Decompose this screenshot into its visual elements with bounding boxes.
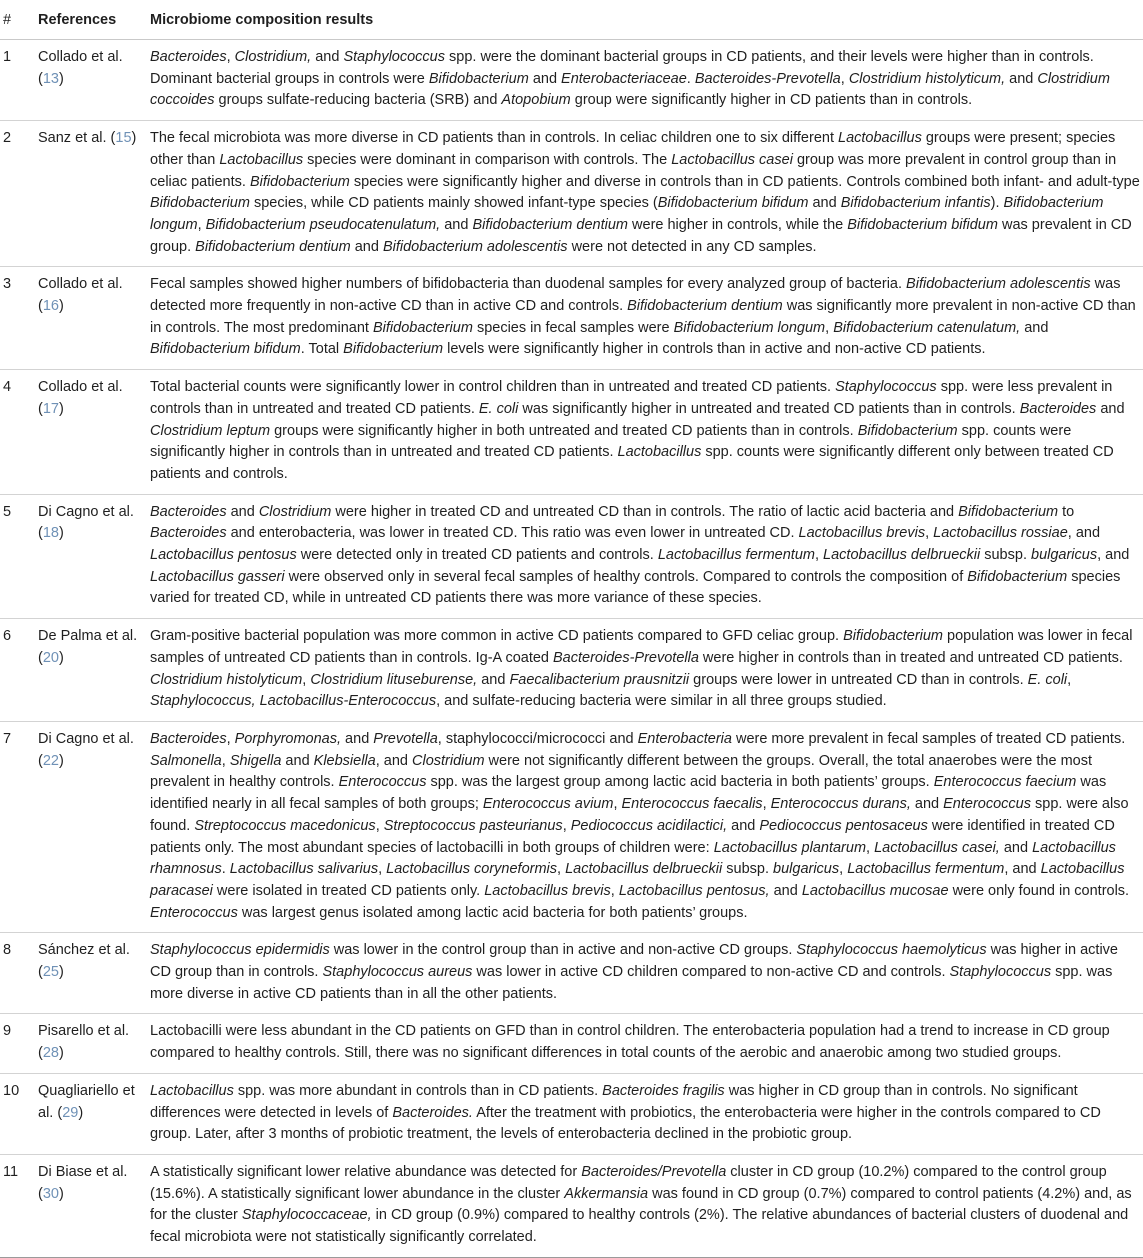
table-row: [0, 267, 1143, 370]
reference-authors: Di Cagno et al.: [38, 503, 134, 520]
taxon-name: Lactobacillus casei: [671, 151, 793, 168]
taxon-name: Enterococcus faecium: [933, 774, 1077, 791]
reference-link[interactable]: 25: [42, 964, 59, 981]
reference-authors: Sánchez et al.: [38, 942, 130, 959]
reference-cell: Quagliariello et al. (29): [38, 1073, 150, 1154]
taxon-name: Enterococcus avium: [482, 796, 614, 813]
taxon-name: Bifidobacterium: [372, 319, 473, 336]
reference-authors: Collado et al.: [38, 49, 123, 65]
table-row: [0, 1073, 1143, 1154]
taxon-name: bulgaricus: [1031, 547, 1098, 564]
reference-link[interactable]: 29: [62, 1104, 79, 1121]
taxon-name: Clostridium coccoides: [150, 70, 1110, 109]
header-number: #: [0, 0, 38, 40]
reference-cell: Sánchez et al. (25): [38, 933, 150, 1014]
taxon-name: Bacteroides: [150, 730, 227, 747]
taxon-name: Bifidobacterium bifidum: [847, 216, 998, 233]
taxon-name: Lactobacillus salivarius: [229, 861, 379, 878]
taxon-name: Bifidobacterium: [958, 503, 1059, 520]
table-row: [0, 1014, 1143, 1073]
header-references: References: [38, 0, 150, 40]
results-text: Gram-positive bacterial population was more common in active CD patients compared to GFD celiac group. Bifidobacterium population was lower in fecal samples of untreated CD patients than in controls. Ig-A coated Bacteroides-Prevotella were higher in controls than in treated and untreated CD patients. Clostridium histolyticum, Clostridium lituseburense, and Faecalibacterium prausnitzii groups were lower in untreated CD than in controls. E. coli, Staphylococcus, Lactobacillus-Enterococcus, and sulfate-reducing bacteria were similar in all three groups studied.: [150, 619, 1143, 722]
reference-cell: Di Cagno et al. (18): [38, 494, 150, 619]
results-text: Staphylococcus epidermidis was lower in the control group than in active and non-active CD groups. Staphylococcus haemolyticus was higher in active CD group than in controls. Staphylococcus aureus was lower in active CD children compared to non-active CD and controls. Staphylococcus spp. was more diverse in active CD patients than in all the other patients.: [150, 933, 1143, 1014]
taxon-name: Staphylococcaceae,: [241, 1207, 372, 1224]
taxon-name: Staphylococcus, Lactobacillus-Enterococcus: [150, 693, 437, 710]
results-text: Lactobacilli were less abundant in the CD patients on GFD than in control children. The enterobacteria population had a trend to increase in CD group compared to healthy controls. Still, there was no significant differences in total counts of the aerobic and anaerobic among two studied groups.: [150, 1014, 1143, 1073]
taxon-name: Bifidobacterium longum: [673, 319, 826, 336]
taxon-name: Clostridium histolyticum: [150, 671, 303, 688]
taxon-name: Enterococcus durans,: [770, 796, 911, 813]
taxon-name: Bacteroides-Prevotella: [553, 649, 699, 666]
taxon-name: Enterobacteria: [637, 730, 732, 747]
results-text: The fecal microbiota was more diverse in CD patients than in controls. In celiac children one to six different Lactobacillus groups were present; species other than Lactobacillus species were dominant in comparison with controls. The Lactobacillus casei group was more prevalent in control group than in celiac patients. Bifidobacterium species were significantly higher and diverse in controls than in CD patients. Controls combined both infant- and adult-type Bifidobacterium species, while CD patients mainly showed infant-type species (Bifidobacterium bifidum and Bifidobacterium infantis). Bifidobacterium longum, Bifidobacterium pseudocatenulatum, and Bifidobacterium dentium were higher in controls, while the Bifidobacterium bifidum was prevalent in CD group. Bifidobacterium dentium and Bifidobacterium adolescentis were not detected in any CD samples.: [150, 121, 1143, 267]
reference-authors: De Palma et al.: [38, 628, 138, 645]
results-text: A statistically significant lower relative abundance was detected for Bacteroides/Prevotella cluster in CD group (10.2%) compared to the control group (15.6%). A statistically significant lower abundance in the cluster Akkermansia was found in CD group (0.7%) compared to control patients (4.2%) and, as for the cluster Staphylococcaceae, in CD group (0.9%) compared to healthy controls (2%). The relative abundances of bacterial clusters of duodenal and fecal microbiota were not statistically significantly correlated.: [150, 1154, 1143, 1257]
taxon-name: Atopobium: [501, 92, 571, 109]
row-number: 1: [0, 40, 38, 121]
taxon-name: Bifidobacterium catenulatum,: [833, 319, 1021, 336]
taxon-name: E. coli: [478, 400, 519, 417]
taxon-name: Lactobacillus: [150, 1082, 234, 1099]
results-text: Lactobacillus spp. was more abundant in controls than in CD patients. Bacteroides fragilis was higher in CD group than in controls. No significant differences were detected in levels of Bacteroides. After the treatment with probiotics, the enterobacteria were higher in the controls compared to CD group. Later, after 3 months of probiotic treatment, the levels of enterobacteria declined in the probiotic group.: [150, 1073, 1143, 1154]
taxon-name: Lactobacillus delbrueckii: [823, 547, 981, 564]
taxon-name: Clostridium leptum: [150, 422, 271, 439]
taxon-name: Lactobacillus brevis: [798, 525, 926, 542]
results-text: Bacteroides and Clostridium were higher in treated CD and untreated CD than in controls. The ratio of lactic acid bacteria and Bifidobacterium to Bacteroides and enterobacteria, was lower in treated CD. This ratio was even lower in untreated CD. Lactobacillus brevis, Lactobacillus rossiae, and Lactobacillus pentosus were detected only in treated CD patients and controls. Lactobacillus fermentum, Lactobacillus delbrueckii subsp. bulgaricus, and Lactobacillus gasseri were observed only in several fecal samples of healthy controls. Compared to controls the composition of Bifidobacterium species varied for treated CD, while in untreated CD patients there was more variance of these species.: [150, 494, 1143, 619]
taxon-name: Lactobacillus rossiae: [933, 525, 1068, 542]
taxon-name: Bacteroides: [1019, 400, 1097, 417]
taxon-name: Bifidobacterium: [343, 341, 444, 358]
row-number: 9: [0, 1014, 38, 1073]
taxon-name: Enterococcus faecalis: [621, 796, 763, 813]
reference-link[interactable]: 28: [42, 1045, 59, 1062]
taxon-name: Bacteroides: [150, 503, 227, 520]
table-row: [0, 933, 1143, 1014]
taxon-name: Staphylococcus: [343, 49, 445, 65]
taxon-name: Lactobacillus plantarum: [713, 839, 867, 856]
reference-authors: Collado et al.: [38, 276, 123, 293]
reference-cell: Sanz et al. (15): [38, 121, 150, 267]
taxon-name: Lactobacillus mucosae: [801, 882, 949, 899]
row-number: 2: [0, 121, 38, 267]
taxon-name: Bifidobacterium pseudocatenulatum,: [205, 216, 441, 233]
row-number: 5: [0, 494, 38, 619]
taxon-name: Pediococcus pentosaceus: [759, 817, 928, 834]
reference-authors: Di Biase et al.: [38, 1163, 128, 1180]
taxon-name: Clostridium: [258, 503, 332, 520]
taxon-name: Staphylococcus: [949, 964, 1052, 981]
taxon-name: Lactobacillus gasseri: [150, 568, 285, 585]
taxon-name: E. coli: [1027, 671, 1068, 688]
table-row: [0, 494, 1143, 619]
row-number: 11: [0, 1154, 38, 1257]
taxon-name: Bifidobacterium dentium: [472, 216, 628, 233]
taxon-name: Lactobacillus delbrueckii: [565, 861, 723, 878]
taxon-name: Bacteroides fragilis: [602, 1082, 725, 1099]
taxon-name: Clostridium,: [234, 49, 312, 65]
row-number: 6: [0, 619, 38, 722]
taxon-name: Lactobacillus brevis: [484, 882, 611, 899]
table-row: [0, 121, 1143, 267]
taxon-name: Bifidobacterium: [428, 70, 529, 87]
table-row: [0, 40, 1143, 121]
reference-link[interactable]: 13: [42, 70, 59, 87]
taxon-name: Bifidobacterium: [150, 195, 250, 212]
taxon-name: Bifidobacterium bifidum: [657, 195, 809, 212]
row-number: 4: [0, 370, 38, 495]
taxon-name: Staphylococcus haemolyticus: [796, 942, 987, 959]
taxon-name: Prevotella: [373, 730, 438, 747]
taxon-name: Bifidobacterium: [967, 568, 1068, 585]
results-text: Bacteroides, Clostridium, and Staphylococcus spp. were the dominant bacterial groups in CD patients, and their levels were higher than in controls. Dominant bacterial groups in controls were Bifidobacterium and Enterobacteriaceae. Bacteroides-Prevotella, Clostridium histolyticum, and Clostridium coccoides groups sulfate-reducing bacteria (SRB) and Atopobium group were significantly higher in CD patients than in controls.: [150, 40, 1143, 121]
taxon-name: Lactobacillus: [219, 151, 304, 168]
taxon-name: Bifidobacterium adolescentis: [906, 276, 1091, 293]
reference-link[interactable]: 17: [42, 400, 59, 417]
taxon-name: Lactobacillus fermentum: [847, 861, 1005, 878]
reference-link[interactable]: 16: [42, 298, 59, 315]
reference-cell: Di Cagno et al. (22): [38, 721, 150, 932]
taxon-name: Bacteroides.: [392, 1104, 473, 1121]
reference-cell: Di Biase et al. (30): [38, 1154, 150, 1257]
reference-cell: De Palma et al. (20): [38, 619, 150, 722]
reference-authors: Pisarello et al.: [38, 1023, 130, 1040]
reference-authors: Di Cagno et al.: [38, 730, 134, 747]
taxon-name: Staphylococcus epidermidis: [150, 942, 330, 959]
reference-authors: Quagliariello et al.: [38, 1082, 135, 1121]
taxon-name: Bifidobacterium bifidum: [150, 341, 301, 358]
results-text: Fecal samples showed higher numbers of bifidobacteria than duodenal samples for every analyzed group of bacteria. Bifidobacterium adolescentis was detected more frequently in non-active CD than in active CD and controls. Bifidobacterium dentium was significantly more prevalent in non-active CD than in controls. The most predominant Bifidobacterium species in fecal samples were Bifidobacterium longum, Bifidobacterium catenulatum, and Bifidobacterium bifidum. Total Bifidobacterium levels were significantly higher in controls than in active and non-active CD patients.: [150, 267, 1143, 370]
taxon-name: Lactobacillus: [838, 130, 922, 147]
reference-authors: Sanz et al.: [38, 130, 107, 147]
taxon-name: Bifidobacterium dentium: [627, 298, 783, 315]
results-text: Total bacterial counts were significantly lower in control children than in untreated and treated CD patients. Staphylococcus spp. were less prevalent in controls than in untreated and treated CD patients. E. coli was significantly higher in untreated and treated CD patients than in controls. Bacteroides and Clostridium leptum groups were significantly higher in both untreated and treated CD patients than in controls. Bifidobacterium spp. counts were significantly higher in controls than in untreated and treated CD patients. Lactobacillus spp. counts were significantly different only between treated CD patients and controls.: [150, 370, 1143, 495]
taxon-name: Enterococcus: [943, 796, 1031, 813]
taxon-name: Streptococcus pasteurianus: [383, 817, 563, 834]
taxon-name: Pediococcus acidilactici,: [570, 817, 728, 834]
results-text: Bacteroides, Porphyromonas, and Prevotella, staphylococci/micrococci and Enterobacteria were more prevalent in fecal samples of treated CD patients. Salmonella, Shigella and Klebsiella, and Clostridium were not significantly different between the groups. Overall, the total anaerobes were the most prevalent in healthy controls. Enterococcus spp. was the largest group among lactic acid bacteria in both patients’ groups. Enterococcus faecium was identified nearly in all fecal samples of both groups; Enterococcus avium, Enterococcus faecalis, Enterococcus durans, and Enterococcus spp. were also found. Streptococcus macedonicus, Streptococcus pasteurianus, Pediococcus acidilactici, and Pediococcus pentosaceus were identified in treated CD patients only. The most abundant species of lactobacilli in both groups of children were: Lactobacillus plantarum, Lactobacillus casei, and Lactobacillus rhamnosus. Lactobacillus salivarius, Lactobacillus coryneformis, Lactobacillus delbrueckii subsp. bulgaricus, Lactobacillus fermentum, and Lactobacillus paracasei were isolated in treated CD patients only. Lactobacillus brevis, Lactobacillus pentosus, and Lactobacillus mucosae were only found in controls. Enterococcus was largest genus isolated among lactic acid bacteria for both patients’ groups.: [150, 721, 1143, 932]
taxon-name: bulgaricus: [773, 861, 840, 878]
row-number: 10: [0, 1073, 38, 1154]
table-row: [0, 1154, 1143, 1257]
taxon-name: Bifidobacterium longum: [150, 195, 1104, 233]
taxon-name: Streptococcus macedonicus: [194, 817, 376, 834]
taxon-name: Akkermansia: [564, 1185, 649, 1202]
taxon-name: Shigella: [229, 752, 282, 769]
header-results: Microbiome composition results: [150, 0, 1143, 40]
taxon-name: Lactobacillus pentosus: [150, 547, 297, 564]
row-number: 7: [0, 721, 38, 932]
reference-cell: Pisarello et al. (28): [38, 1014, 150, 1073]
row-number: 8: [0, 933, 38, 1014]
taxon-name: Clostridium lituseburense,: [310, 671, 478, 688]
table-body: [0, 40, 1143, 1258]
taxon-name: Staphylococcus: [835, 379, 937, 396]
taxon-name: Lactobacillus paracasei: [150, 861, 1125, 899]
taxon-name: Salmonella: [150, 752, 222, 769]
taxon-name: Clostridium histolyticum,: [848, 70, 1006, 87]
reference-link[interactable]: 20: [42, 649, 59, 666]
taxon-name: Bifidobacterium: [249, 173, 350, 190]
taxon-name: Bacteroides: [150, 49, 227, 65]
table-row: [0, 619, 1143, 722]
table-header-row: [0, 0, 1143, 40]
reference-link[interactable]: 30: [42, 1185, 59, 1202]
taxon-name: Bifidobacterium dentium: [195, 238, 351, 255]
taxon-name: Klebsiella: [313, 752, 376, 769]
table-row: [0, 370, 1143, 495]
reference-link[interactable]: 18: [42, 525, 59, 542]
taxon-name: Clostridium: [412, 752, 485, 769]
reference-link[interactable]: 15: [115, 130, 132, 147]
reference-cell: Collado et al. (13): [38, 40, 150, 121]
taxon-name: Enterococcus: [150, 904, 238, 921]
taxon-name: Bacteroides: [150, 525, 227, 542]
taxon-name: Lactobacillus pentosus,: [618, 882, 770, 899]
reference-authors: Collado et al.: [38, 379, 123, 396]
taxon-name: Porphyromonas,: [234, 730, 342, 747]
taxon-name: Lactobacillus fermentum: [657, 547, 815, 564]
taxon-name: Bacteroides-Prevotella: [694, 70, 841, 87]
taxon-name: Bifidobacterium: [857, 422, 958, 439]
taxon-name: Enterococcus: [338, 774, 427, 791]
taxon-name: Lactobacillus coryneformis: [386, 861, 558, 878]
taxon-name: Bifidobacterium infantis: [840, 195, 991, 212]
taxon-name: Faecalibacterium prausnitzii: [509, 671, 690, 688]
table-row: [0, 721, 1143, 932]
row-number: 3: [0, 267, 38, 370]
reference-link[interactable]: 22: [42, 752, 59, 769]
taxon-name: Enterobacteriaceae: [561, 70, 687, 87]
taxon-name: Bacteroides/Prevotella: [581, 1163, 727, 1180]
taxon-name: Lactobacillus rhamnosus: [150, 839, 1116, 878]
taxon-name: Bifidobacterium: [843, 628, 944, 645]
taxon-name: Staphylococcus aureus: [322, 964, 473, 981]
reference-cell: Collado et al. (16): [38, 267, 150, 370]
reference-cell: Collado et al. (17): [38, 370, 150, 495]
taxon-name: Bifidobacterium adolescentis: [382, 238, 568, 255]
taxon-name: Lactobacillus: [617, 444, 702, 461]
taxon-name: Lactobacillus casei,: [874, 839, 1000, 856]
